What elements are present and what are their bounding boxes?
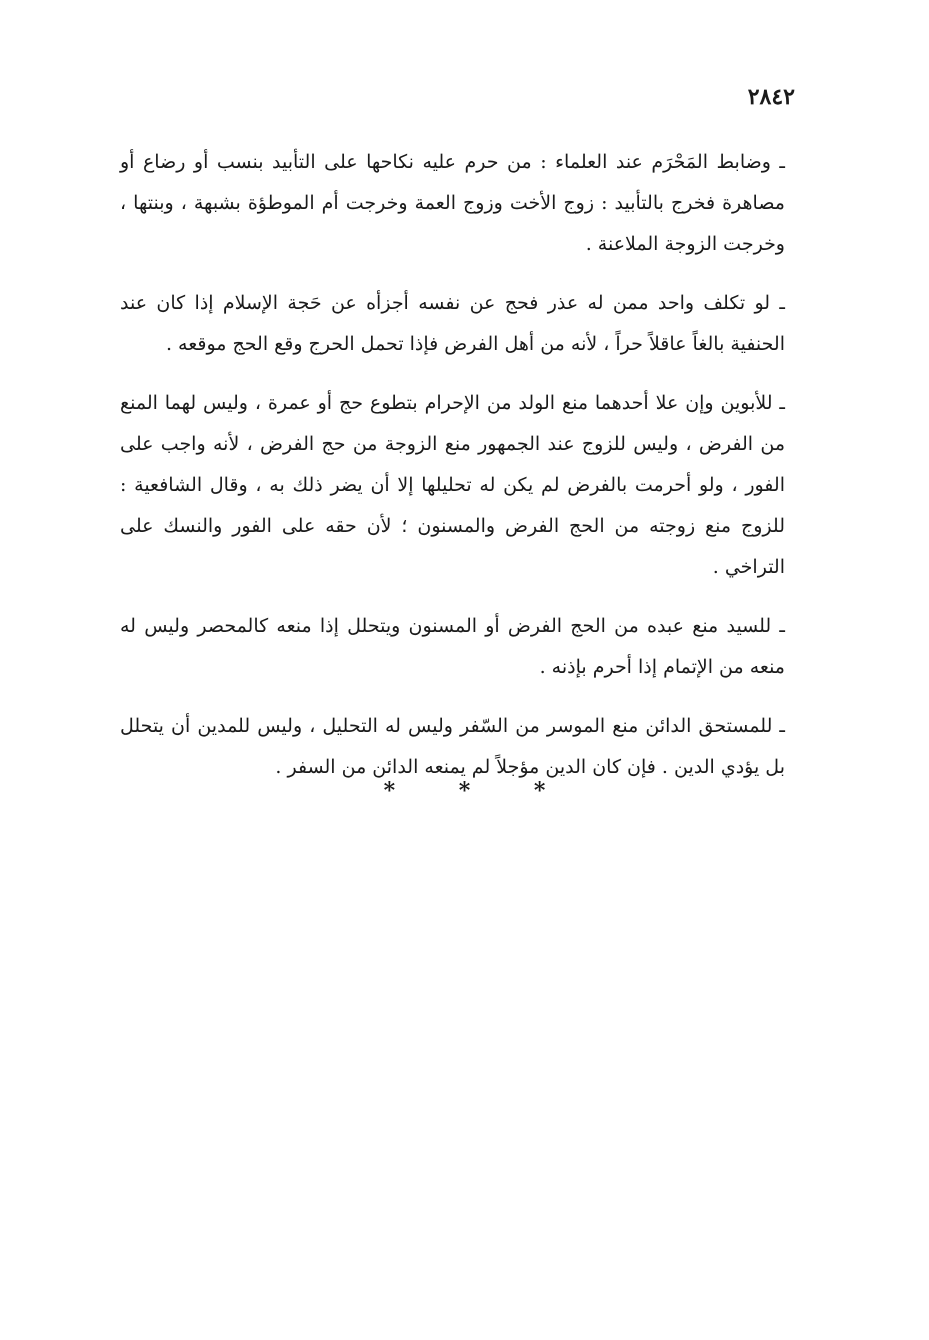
paragraph-parents-and-husband: ـ للأبوين وإن علا أحدهما منع الولد من الإحرام بتطوع حج أو عمرة ، وليس لهما المنع من الفرض ، وليس للزوج عند الجمهور منع الزوجة من حج الفرض ، لأنه واجب على الفور ، ولو أحرمت بالفرض لم يكن له تحليلها إلا أن يضر ذلك به ، وقال الشافعية : للزوج منع زوجته من الحج الفرض والمسنون ؛ لأن حقه على الفور والنسك على التراخي .: [120, 392, 785, 578]
paragraph-excused-pilgrim: ـ لو تكلف واحد ممن له عذر فحج عن نفسه أجزأه عن حَجة الإسلام إذا كان عند الحنفية بالغاً عاقلاً حراً ، لأنه من أهل الفرض فإذا تحمل الحرج وقع الحج موقعه .: [120, 292, 785, 355]
paragraph-master-and-slave: ـ للسيد منع عبده من الحج الفرض أو المسنون ويتحلل إذا منعه كالمحصر وليس له منعه من الإتمام إذا أحرم بإذنه .: [120, 615, 785, 678]
paragraph-mahram-definition: ـ وضابط المَحْرَم عند العلماء : من حرم عليه نكاحها على التأبيد بنسب أو رضاع أو مصاهرة فخرج بالتأبيد : زوج الأخت وزوج العمة وخرجت أم الموطؤة بشبهة ، وبنتها ، وخرجت الزوجة الملاعنة .: [120, 151, 785, 255]
paragraph-creditor-and-debtor: ـ للمستحق الدائن منع الموسر من السّفر وليس له التحليل ، وليس للمدين أن يتحلل بل يؤدي الدين . فإن كان الدين مؤجلاً لم يمنعه الدائن من السفر .: [120, 715, 785, 778]
body-text: [120, 142, 785, 806]
page-number: ٢٨٤٢: [747, 84, 795, 110]
section-separator: * * *: [383, 778, 574, 804]
